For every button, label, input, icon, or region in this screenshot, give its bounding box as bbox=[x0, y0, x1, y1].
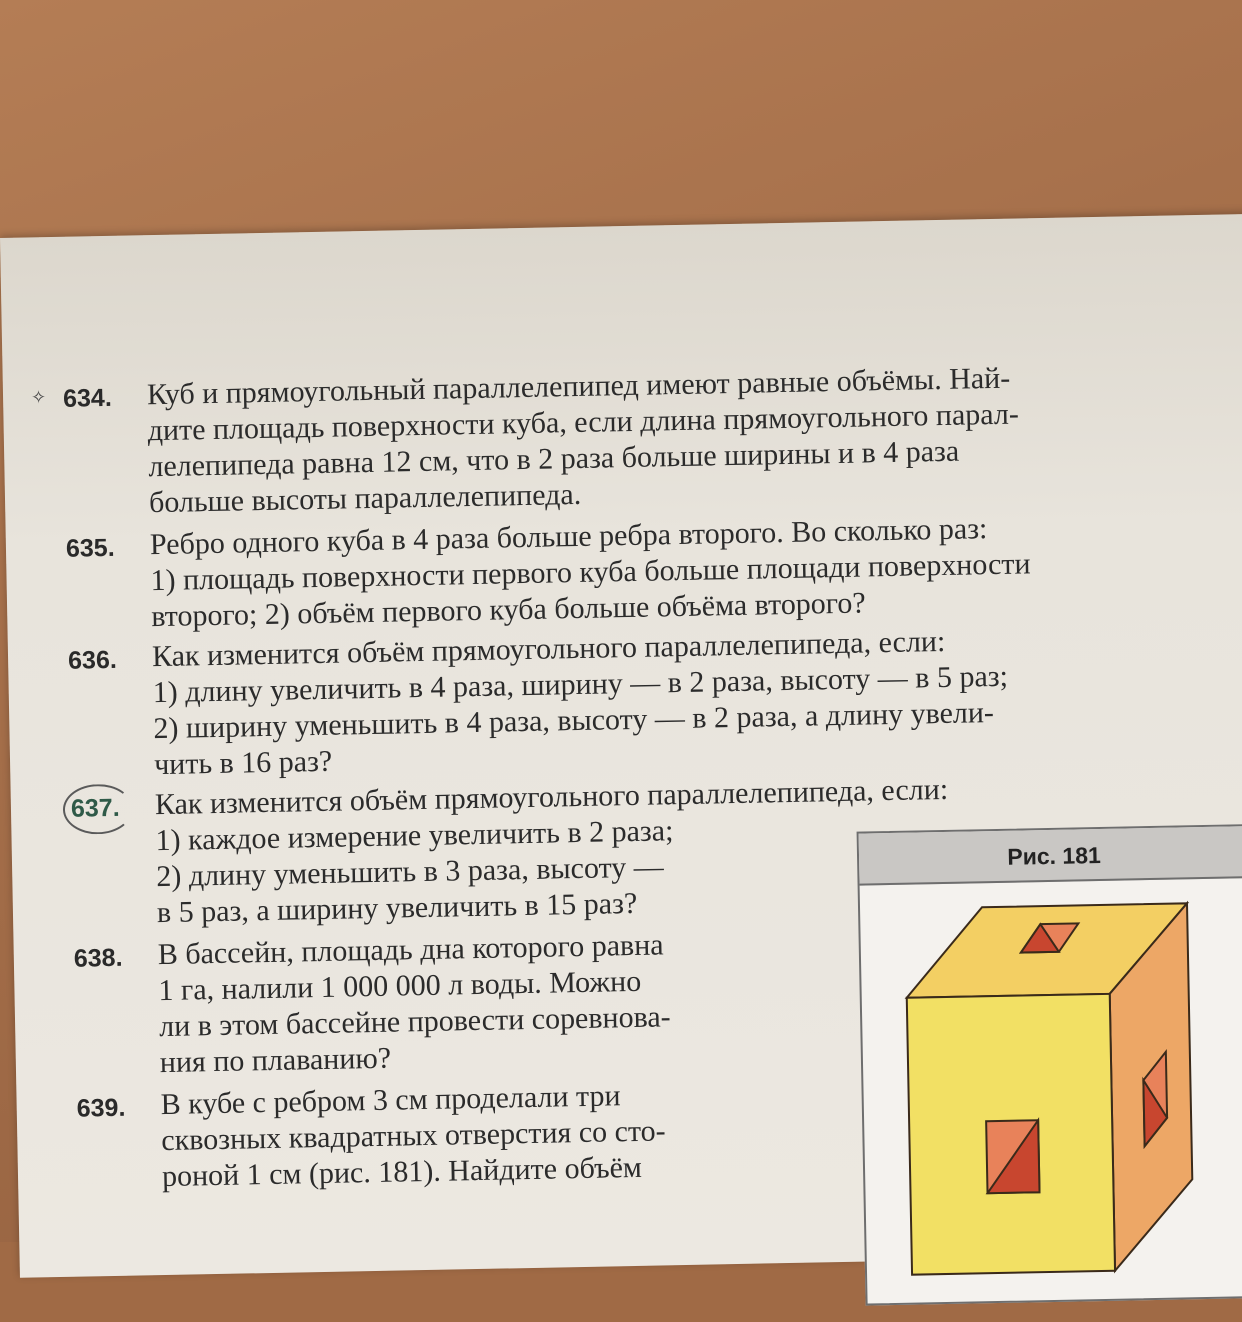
problem-line: дите площадь поверхности куба, если длина прямоугольного парал- bbox=[147, 397, 1020, 448]
problem-number: 634. bbox=[62, 383, 113, 413]
figure-caption: Рис. 181 bbox=[859, 826, 1242, 885]
cube-with-holes-illustration bbox=[860, 878, 1242, 1305]
problem-line: в 5 раз, а ширину увеличить в 15 раз? bbox=[156, 886, 638, 930]
problem-number: 637. bbox=[70, 793, 120, 823]
problem-line: лелепипеда равна 12 см, что в 2 раза больше ширины и в 4 раза bbox=[148, 434, 960, 484]
problem-line: больше высоты параллелепипеда. bbox=[148, 477, 582, 520]
problem-line: ли в этом бассейне провести соревнова- bbox=[158, 1000, 671, 1044]
problem-line: 2) длину уменьшить в 3 раза, высоту — bbox=[155, 850, 665, 894]
textbook-page bbox=[0, 214, 1242, 1278]
problem-line: сквозных квадратных отверстия со сто- bbox=[161, 1114, 666, 1158]
problem-line: В кубе с ребром 3 см проделали три bbox=[160, 1079, 621, 1122]
problem-line: 2) ширину уменьшить в 4 раза, высоту — в 2 раза, а длину увели- bbox=[153, 696, 995, 746]
problem-line: 1) длину увеличить в 4 раза, ширину — в 2 раза, высоту — в 5 раз; bbox=[152, 659, 1009, 710]
problem-number: 635. bbox=[65, 533, 115, 563]
problem-line: Как изменится объём прямоугольного параллелепипеда, если: bbox=[154, 772, 949, 822]
problem-line: В бассейн, площадь дна которого равна bbox=[157, 928, 664, 972]
problem-line: второго; 2) объём первого куба больше объёма второго? bbox=[150, 586, 866, 634]
problem-number: 639. bbox=[76, 1093, 126, 1123]
problem-line: 1) каждое измерение увеличить в 2 раза; bbox=[155, 814, 674, 858]
problem-number: 638. bbox=[73, 943, 123, 973]
problem-line: 1 га, налили 1 000 000 л воды. Можно bbox=[158, 964, 642, 1008]
problem-636 bbox=[68, 619, 1193, 785]
problem-line: чить в 16 раз? bbox=[153, 744, 333, 782]
problem-line: Ребро одного куба в 4 раза больше ребра второго. Во сколько раз: bbox=[149, 512, 988, 562]
margin-star-icon: ✧ bbox=[30, 387, 47, 408]
problem-line: Как изменится объём прямоугольного параллелепипеда, если: bbox=[151, 624, 946, 674]
problem-635 bbox=[66, 507, 1190, 637]
problem-line: 1) площадь поверхности первого куба больше площади поверхности bbox=[150, 547, 1031, 598]
problem-line: Куб и прямоугольный параллелепипед имеют равные объёмы. Най- bbox=[146, 361, 1011, 412]
problem-line: роной 1 см (рис. 181). Найдите объём bbox=[161, 1150, 643, 1194]
problem-line: ния по плаванию? bbox=[159, 1041, 392, 1080]
problem-number: 636. bbox=[67, 645, 118, 675]
figure-181 bbox=[857, 824, 1242, 1305]
problem-634 bbox=[63, 357, 1188, 523]
